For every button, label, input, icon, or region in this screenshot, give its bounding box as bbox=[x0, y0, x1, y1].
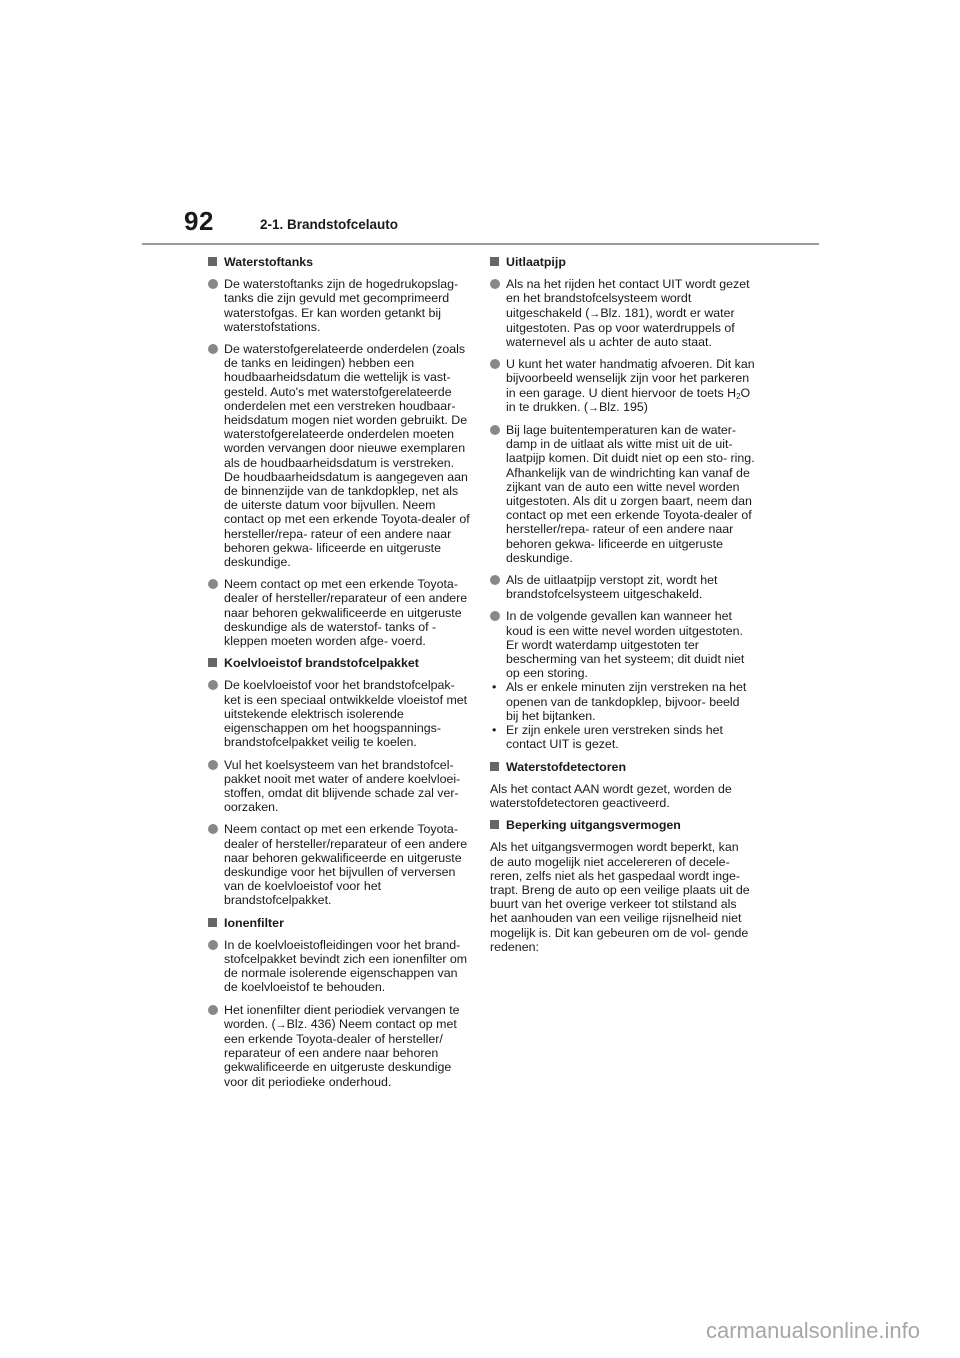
list-item bbox=[490, 609, 755, 680]
square-bullet-icon bbox=[208, 257, 217, 266]
arrow-right-icon: → bbox=[587, 401, 599, 414]
list-item-text bbox=[506, 277, 750, 349]
circle-bullet-icon bbox=[490, 425, 500, 435]
list-item-text: De koelvloeistof voor het brandstofcelpak- ket is een speciaal ontwikkelde vloeistof met uitstekende elektrisch isolerende eigenschappen om het hoogspannings- brandstofcelpakket veilig te koelen. bbox=[224, 678, 468, 750]
text-fragment: ) Neem contact op met een erkende Toyota-dealer of hersteller/ reparateur of een andere naar behoren gekwalificeerde en uitgeruste deskundige voor dit periodieke onderhoud. bbox=[224, 1016, 457, 1089]
section-heading-uitlaatpijp bbox=[490, 255, 755, 269]
list-item-text bbox=[506, 357, 755, 414]
circle-bullet-icon bbox=[208, 760, 218, 770]
paragraph: Als het uitgangsvermogen wordt beperkt, kan de auto mogelijk niet accelereren of decele- reren, zelfs niet als het gaspedaal wordt inge- trapt. Breng de auto op een veilige plaats uit de buurt van het overige verkeer tot stilstand als het aanhouden van een veilige rijsnelheid niet mogelijk is. Dit kan gebeuren om de vol- gende redenen: bbox=[490, 840, 750, 954]
list-item bbox=[490, 573, 755, 601]
left-column bbox=[208, 255, 470, 1097]
list-item-text: Vul het koelsysteem van het brandstofcel- pakket nooit met water of andere koelvloei- stoffen, omdat dit blijvende schade zal ver- oorzaken. bbox=[224, 757, 461, 815]
heading-text: Koelvloeistof brandstofcelpakket bbox=[224, 656, 419, 671]
page-reference: Blz. 436 bbox=[286, 1016, 332, 1031]
list-item bbox=[208, 822, 470, 907]
header-divider bbox=[142, 243, 819, 245]
section-heading-ionenfilter bbox=[208, 916, 470, 930]
text-fragment: O in te drukken. ( bbox=[506, 385, 751, 414]
circle-bullet-icon bbox=[208, 279, 218, 289]
heading-text: Waterstoftanks bbox=[224, 255, 314, 269]
heading-text: Ionenfilter bbox=[224, 915, 284, 930]
list-item-text: In de volgende gevallen kan wanneer het koud is een witte nevel worden uitgestoten. Er wordt waterdamp uitgestoten ter bescherming van het systeem; dit duidt niet op een storing. bbox=[506, 609, 745, 681]
arrow-right-icon: → bbox=[589, 307, 601, 320]
arrow-right-icon: → bbox=[275, 1018, 287, 1031]
dot-bullet-icon: • bbox=[492, 680, 497, 695]
text-fragment: ) bbox=[643, 399, 648, 414]
page-number: 92 bbox=[184, 206, 214, 236]
watermark: carmanualsonline.info bbox=[705, 1318, 920, 1343]
heading-text: Uitlaatpijp bbox=[506, 255, 566, 269]
text-fragment: ), wordt er water uitgestoten. Pas op voor waterdruppels of waternevel als u achter de auto staat. bbox=[506, 305, 735, 350]
circle-bullet-icon bbox=[490, 359, 500, 369]
subscript: 2 bbox=[736, 391, 741, 401]
list-item bbox=[208, 938, 470, 995]
square-bullet-icon bbox=[490, 820, 499, 829]
heading-text: Waterstofdetectoren bbox=[506, 759, 627, 774]
list-item-text: In de koelvloeistofleidingen voor het brand- stofcelpakket bevindt zich een ionenfilter om de normale isolerende eigenschappen van de koelvloeistof te behouden. bbox=[224, 937, 468, 995]
section-heading-waterstofdetectoren bbox=[490, 760, 755, 774]
sub-list-item-text: Er zijn enkele uren verstreken sinds het contact UIT is gezet. bbox=[506, 723, 723, 752]
sub-list bbox=[490, 680, 755, 751]
list-item-text bbox=[224, 1003, 460, 1089]
circle-bullet-icon bbox=[208, 824, 218, 834]
list-item-text: De waterstofgerelateerde onderdelen (zoals de tanks en leidingen) hebben een houdbaarheidsdatum die wettelijk is vast- gesteld. Auto's met waterstofgerelateerde onderdelen met een verstreken houdbaar- heidsdatum mogen niet worden gebruikt. De waterstofgerelateerde onderdelen moeten worden vervangen door nieuwe exemplaren als de houdbaarheidsdatum is verstreken. De houdbaarheidsdatum is aangegeven aan de binnenzijde van de tankdopklep, net als de uiterste datum voor bijvullen. Neem contact op met een erkende Toyota-dealer of hersteller/repa- rateur of een andere naar behoren gekwa- lificeerde en uitgeruste deskundige. bbox=[224, 342, 470, 570]
text-fragment: U kunt het water handmatig afvoeren. Dit kan bijvoorbeeld wenselijk zijn voor het parkeren in een garage. U dient hiervoor de toets H bbox=[506, 357, 755, 400]
circle-bullet-icon bbox=[208, 680, 218, 690]
section-heading-koelvloeistof bbox=[208, 656, 470, 670]
list-item bbox=[490, 423, 755, 565]
heading-text: Beperking uitgangsvermogen bbox=[506, 818, 681, 833]
list-item bbox=[490, 357, 755, 415]
list-item-text: Neem contact op met een erkende Toyota- dealer of hersteller/reparateur of een andere naar behoren gekwalificeerde en uitgeruste deskundige voor het bijvullen of verversen van de koelvloeistof voor het brandstofcelpakket. bbox=[224, 822, 468, 908]
circle-bullet-icon bbox=[208, 940, 218, 950]
list-item bbox=[490, 277, 755, 349]
page-reference: Blz. 181 bbox=[600, 305, 646, 320]
list-item bbox=[208, 758, 470, 815]
circle-bullet-icon bbox=[490, 575, 500, 585]
sub-list-item bbox=[490, 723, 755, 751]
page-reference: Blz. 195 bbox=[598, 399, 644, 414]
list-item bbox=[208, 577, 470, 648]
square-bullet-icon bbox=[208, 918, 217, 927]
sub-list-item bbox=[490, 680, 755, 723]
text-fragment: Het ionenfilter dient periodiek vervangen te worden. ( bbox=[224, 1002, 460, 1031]
square-bullet-icon bbox=[490, 762, 499, 771]
section-heading-waterstoftanks bbox=[208, 255, 470, 269]
list-item bbox=[208, 342, 470, 569]
list-item bbox=[208, 678, 470, 749]
list-item-text: Als de uitlaatpijp verstopt zit, wordt het brandstofcelsysteem uitgeschakeld. bbox=[506, 573, 718, 602]
sub-list-item-text: Als er enkele minuten zijn verstreken na het openen van de tankdopklep, bijvoor- beeld bij het bijtanken. bbox=[506, 680, 747, 723]
list-item-text: De waterstoftanks zijn de hogedrukopslag- tanks die zijn gevuld met gecomprimeerd waterstofgas. Er kan worden getankt bij waterstofstations. bbox=[224, 277, 459, 334]
square-bullet-icon bbox=[490, 257, 499, 266]
right-column bbox=[490, 255, 755, 962]
list-item-text: Neem contact op met een erkende Toyota- dealer of hersteller/reparateur of een andere naar behoren gekwalificeerde en uitgeruste deskundige als de waterstof- tanks of -kleppen moeten worden afge- voerd. bbox=[224, 577, 468, 649]
circle-bullet-icon bbox=[490, 611, 500, 621]
list-item bbox=[208, 277, 470, 334]
list-item bbox=[208, 1003, 470, 1089]
square-bullet-icon bbox=[208, 658, 217, 667]
circle-bullet-icon bbox=[490, 279, 500, 289]
section-title: 2-1. Brandstofcelauto bbox=[260, 217, 399, 232]
list-item-text: Bij lage buitentemperaturen kan de water- damp in de uitlaat als witte mist uit de uit- laatpijp komen. Dit duidt niet op een sto- ring. Afhankelijk van de windrichting kan vanaf de zijkant van de auto een witte nevel worden uitgestoten. Als dit u zorgen baart, neem dan contact op met een erkende Toyota-dealer of hersteller/repa- rateur of een andere naar behoren gekwa- lificeerde en uitgeruste deskundige. bbox=[506, 423, 755, 565]
circle-bullet-icon bbox=[208, 1005, 218, 1015]
dot-bullet-icon: • bbox=[492, 723, 497, 738]
paragraph: Als het contact AAN wordt gezet, worden de waterstofdetectoren geactiveerd. bbox=[490, 781, 732, 810]
circle-bullet-icon bbox=[208, 344, 218, 354]
text-fragment: Als na het rijden het contact UIT wordt gezet en het brandstofcelsysteem wordt uitgeschakeld ( bbox=[506, 277, 750, 320]
circle-bullet-icon bbox=[208, 579, 218, 589]
section-heading-beperking bbox=[490, 818, 755, 832]
